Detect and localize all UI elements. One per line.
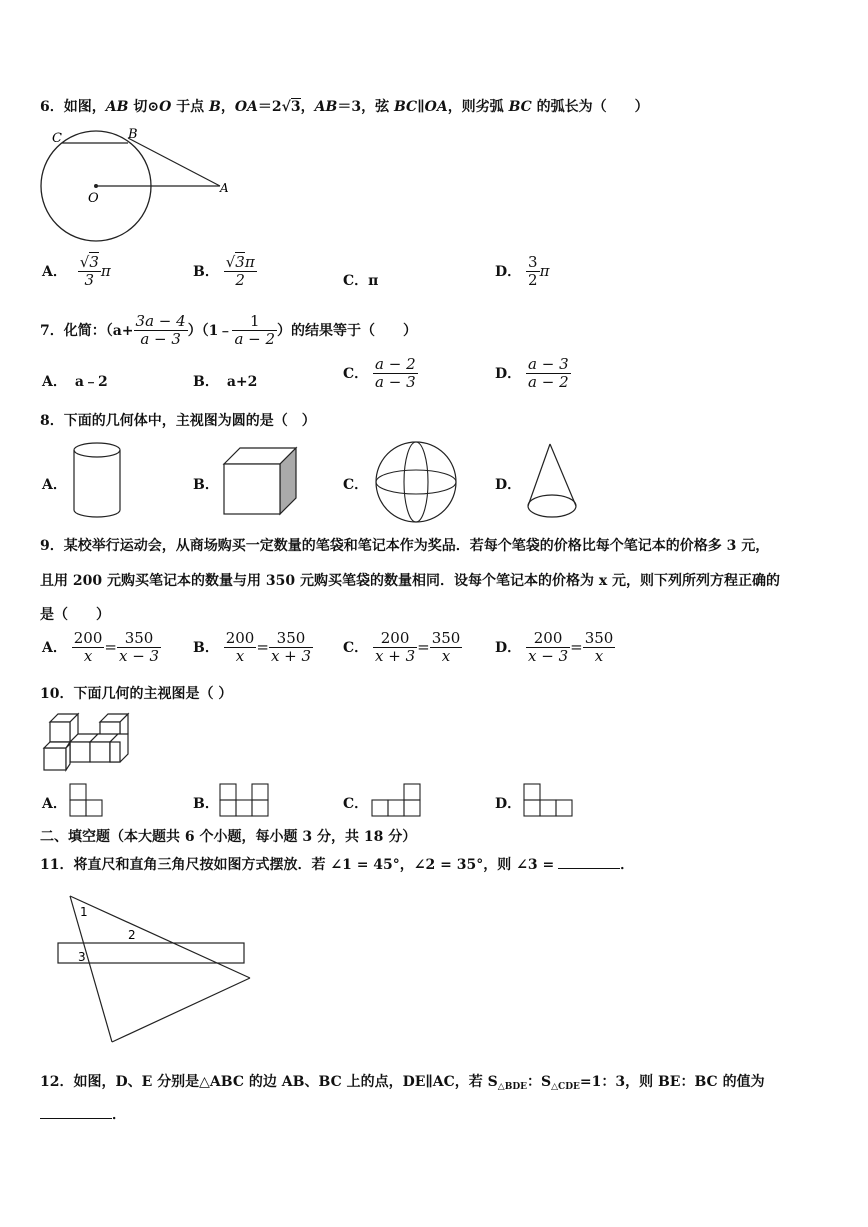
q9-line2: 且用 200 元购买笔记本的数量与用 350 元购买笔袋的数量相同．设每个笔记本的价格为 x 元，则下列所列方程正确的: [40, 573, 781, 589]
q8-option-b-label[interactable]: B．: [193, 477, 219, 493]
q7-option-d[interactable]: D． $\frac{a - 3}{a - 2}$: [495, 355, 569, 392]
q6-option-d[interactable]: D． $\frac{3}{2}$ π: [495, 253, 550, 290]
q6-stem: 6．如图，AB 切⊙O 于点 B，OA＝2√3，AB＝3，弦 BC∥OA，则劣弧 BC 的弧长为（ ）: [40, 99, 649, 115]
q10-option-a[interactable]: A．: [42, 796, 67, 812]
tangent-ab: [128, 138, 220, 186]
triangle-side-top: [70, 896, 250, 978]
q7-option-c[interactable]: C． $\frac{a - 2}{a - 3}$: [343, 355, 416, 392]
label-c: C: [52, 131, 62, 146]
q7-option-a[interactable]: A． a﹣2: [42, 374, 108, 390]
q10-option-d-figure[interactable]: [522, 782, 576, 818]
q6-option-c[interactable]: C．π: [343, 273, 379, 289]
sphere-figure[interactable]: [374, 440, 460, 526]
angle-1-label: 1: [80, 905, 88, 919]
triangle-side-bottom: [112, 978, 250, 1042]
q9-line3: 是（ ）: [40, 607, 110, 623]
label-b: B: [128, 127, 138, 142]
angle-2-label: 2: [128, 928, 136, 942]
q8-option-a-label[interactable]: A．: [42, 477, 67, 493]
center-point: [94, 184, 98, 188]
q10-stem: 10．下面几何的主视图是（ ）: [40, 686, 233, 702]
q6-option-a[interactable]: A． $\frac{√3}{3}$ π: [42, 253, 111, 290]
q10-option-c[interactable]: C．: [343, 796, 369, 812]
q9-option-d[interactable]: D． $\frac{200}{x - 3}$ = $\frac{350}{x}$: [495, 629, 614, 666]
q11-ruler-triangle-figure: [50, 890, 260, 1050]
q9-line1: 9．某校举行运动会，从商场购买一定数量的笔袋和笔记本作为奖品．若每个笔袋的价格比每个笔记本的价格多 3 元，: [40, 538, 770, 554]
sqrt-symbol: √: [281, 99, 291, 115]
q8-stem: 8．下面的几何体中，主视图为圆的是（ ）: [40, 413, 316, 429]
q6-circle-figure: [30, 124, 250, 248]
q10-option-c-figure[interactable]: [370, 782, 424, 818]
q9-option-a[interactable]: A． $\frac{200}{x}$ = $\frac{350}{x - 3}$: [42, 629, 160, 666]
q11-answer-blank[interactable]: [558, 854, 620, 869]
q10-option-a-figure[interactable]: [68, 782, 106, 818]
angle-3-label: 3: [78, 950, 86, 964]
q7-option-b[interactable]: B． a+2: [193, 374, 258, 390]
q10-option-b-figure[interactable]: [218, 782, 272, 818]
q12-answer-blank[interactable]: [40, 1104, 112, 1119]
cone-figure[interactable]: [524, 442, 584, 522]
cuboid-figure[interactable]: [222, 446, 300, 516]
label-a: A: [220, 181, 229, 195]
cylinder-figure[interactable]: [70, 440, 126, 522]
q10-option-b[interactable]: B．: [193, 796, 219, 812]
triangle-side-left: [70, 896, 112, 1042]
q7-stem: 7．化简：（a+ $\frac{3a - 4}{a - 3}$ ）（1﹣ $\frac{1}{a - 2}$ ）的结果等于（ ）: [40, 312, 418, 349]
q9-option-c[interactable]: C． $\frac{200}{x + 3}$ = $\frac{350}{x}$: [343, 629, 461, 666]
q10-option-d[interactable]: D．: [495, 796, 522, 812]
label-o: O: [88, 191, 99, 206]
section-2-title: 二、填空题（本大题共 6 个小题，每小题 3 分，共 18 分）: [40, 829, 417, 845]
q9-option-b[interactable]: B． $\frac{200}{x}$ = $\frac{350}{x + 3}$: [193, 629, 312, 666]
q6-option-b[interactable]: B． $\frac{√3\pi}{2}$: [193, 253, 255, 290]
q10-cubes-figure: [40, 712, 132, 776]
q8-option-c-label[interactable]: C．: [343, 477, 369, 493]
q12-answer-line: ．: [40, 1104, 126, 1124]
q8-option-d-label[interactable]: D．: [495, 477, 522, 493]
q11-stem: 11．将直尺和直角三角尺按如图方式摆放．若 ∠1 = 45°，∠2 = 35°，则 ∠3 = ．: [40, 854, 634, 874]
q12-stem: 12．如图，D、E 分别是△ABC 的边 AB、BC 上的点，DE∥AC，若 $S_{\triangle BDE}$：$S_{\triangle CDE}=1$：3，则 BE：BC 的值为: [40, 1074, 765, 1092]
